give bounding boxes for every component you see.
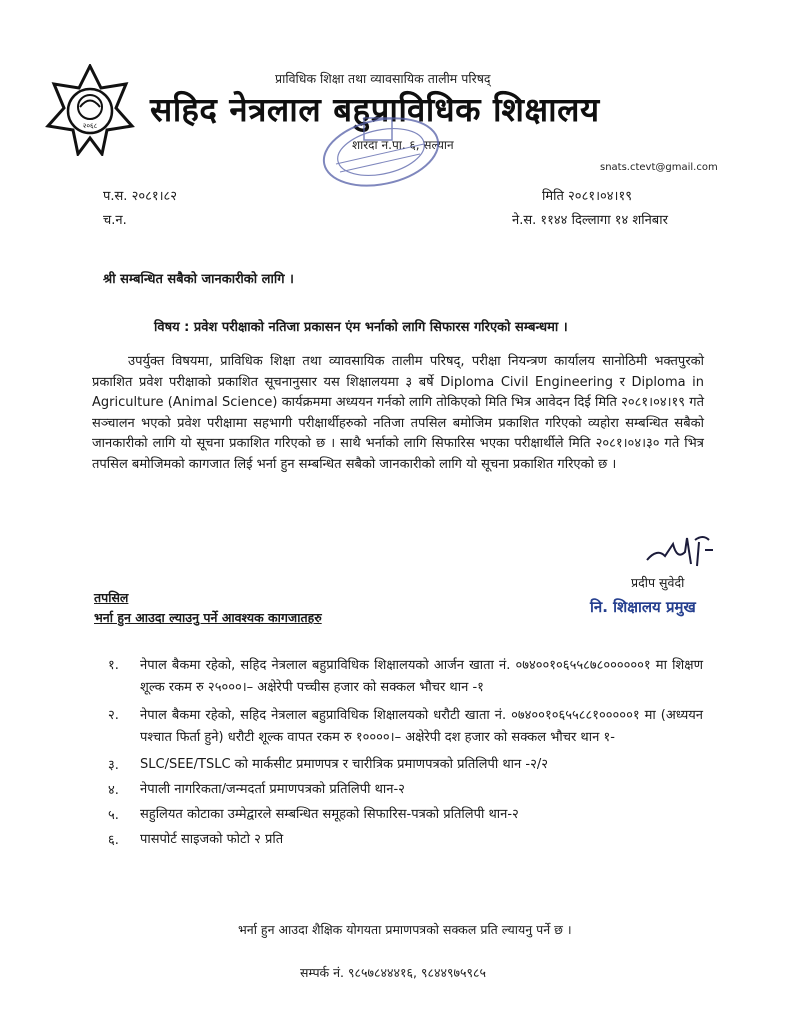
item-number: १. bbox=[108, 658, 119, 673]
item-text: नेपाल बैकमा रहेको, सहिद नेत्रलाल बहुप्राविधिक शिक्षालयको धरौटी खाता नं. ०७४००१०६५५८८१०००००१ मा (अध्ययन पश्चात फिर्ता हुने) धरौटी शूल्क वापत रकम रु १००००।– अक्षेरेपी दश हजार को सक्कल भौचर थान १- bbox=[140, 708, 703, 745]
footer-note: भर्ना हुन आउदा शैक्षिक योगयता प्रमाणपत्रको सक्कल प्रति ल्यायनु पर्ने छ । bbox=[238, 922, 572, 937]
tapasil-subheading: भर्ना हुन आउदा ल्याउनु पर्ने आवश्यक कागजातहरु bbox=[94, 610, 322, 625]
school-email: snats.ctevt@gmail.com bbox=[600, 162, 718, 173]
letter-number: प.स. २०८१।८२ bbox=[103, 189, 178, 204]
school-address: शारदा न.पा. ६, सल्यान bbox=[352, 138, 454, 152]
dispatch-number: च.न. bbox=[103, 213, 127, 228]
signatory-title: नि. शिक्षालय प्रमुख bbox=[590, 598, 696, 616]
requirements-list bbox=[108, 655, 703, 855]
list-item bbox=[108, 780, 703, 799]
signatory-name: प्रदीप सुवेदी bbox=[631, 575, 685, 590]
date-ns: ने.स. ११४४ दिल्लागा १४ शनिबार bbox=[512, 213, 668, 228]
council-name: प्राविधिक शिक्षा तथा व्यावसायिक तालीम परिषद् bbox=[275, 71, 491, 86]
list-item bbox=[108, 655, 703, 699]
reference-numbers bbox=[103, 186, 177, 234]
item-text: SLC/SEE/TSLC को मार्कसीट प्रमाणपत्र र चारीत्रिक प्रमाणपत्रको प्रतिलिपी थान -२/२ bbox=[140, 757, 548, 772]
signature-scribble bbox=[643, 530, 723, 574]
list-item bbox=[108, 755, 703, 774]
item-number: २. bbox=[108, 708, 119, 723]
logo-year: २०६८ bbox=[82, 122, 98, 130]
salutation: श्री सम्बन्धित सबैको जानकारीको लागि । bbox=[103, 272, 294, 287]
list-item bbox=[108, 705, 703, 749]
item-text: सहुलियत कोटाका उम्मेद्वारले सम्बन्धित समूहको सिफारिस-पत्रको प्रतिलिपी थान-२ bbox=[140, 807, 519, 822]
item-number: ४. bbox=[108, 783, 119, 798]
date-bs: मिति २०८१।०४।१९ bbox=[542, 189, 632, 204]
date-block bbox=[512, 186, 668, 228]
office-stamp-icon bbox=[316, 110, 446, 190]
body-paragraph: उपर्युक्त विषयमा, प्राविधिक शिक्षा तथा व्यावसायिक तालीम परिषद्, परीक्षा नियन्त्रण कार्यालय सानोठिमी भक्तपुरको प्रकाशित प्रवेश परीक्षाको प्रकाशित सूचनानुसार यस शिक्षालयमा ३ बर्षे Diploma Civil Engineering र Diploma in Agriculture (Animal Science) कार्यक्रममा अध्ययन गर्नको लागि तोकिएको मिति भित्र आवेदन दिई मिति २०८१।०४।१९ गते सञ्चालन भएको प्रवेश परीक्षामा सहभागी परीक्षार्थीहरुको नतिजा तपसिल बमोजिम प्रकाशित गरिएको व्यहोरा सम्बन्धित सबैको जानकारीको लागि यो सूचना प्रकाशित गरिएको छ । साथै भर्नाको लागि सिफारिस भएका परीक्षार्थीले मिति २०८१।०४।३० गते भित्र तपसिल बमोजिमको कागजात लिई भर्ना हुन सम्बन्धित सबैको जानकारीको लागि यो सूचना प्रकाशित गरिएको छ । bbox=[92, 354, 704, 472]
item-text: नेपाल बैकमा रहेको, सहिद नेत्रलाल बहुप्राविधिक शिक्षालयको आर्जन खाता नं. ०७४००१०६५५८७८००००००१ मा शिक्षण शूल्क रकम रु २५०००।– अक्षेरेपी पच्चीस हजार को सक्कल भौचर थान -१ bbox=[140, 658, 703, 695]
tapasil-heading: तपसिल bbox=[94, 590, 129, 605]
list-item bbox=[108, 830, 703, 849]
item-number: ३. bbox=[108, 758, 119, 773]
item-number: ५. bbox=[108, 808, 119, 823]
item-number: ६. bbox=[108, 833, 119, 848]
contact-numbers: सम्पर्क नं. ९८५७८४४४१६, ९८४४९७५९८५ bbox=[300, 965, 486, 980]
subject-line: विषय : प्रवेश परीक्षाको नतिजा प्रकासन एंम भर्नाको लागि सिफारस गरिएको सम्बन्धमा । bbox=[154, 320, 568, 335]
school-name: सहिद नेत्रलाल बहुप्राविधिक शिक्षालय bbox=[150, 90, 600, 129]
emblem-logo-icon bbox=[44, 64, 136, 156]
item-text: नेपाली नागरिकता/जन्मदर्ता प्रमाणपत्रको प्रतिलिपी थान-२ bbox=[140, 782, 405, 797]
item-text: पासपोर्ट साइजको फोटो २ प्रति bbox=[140, 832, 284, 847]
list-item bbox=[108, 805, 703, 824]
